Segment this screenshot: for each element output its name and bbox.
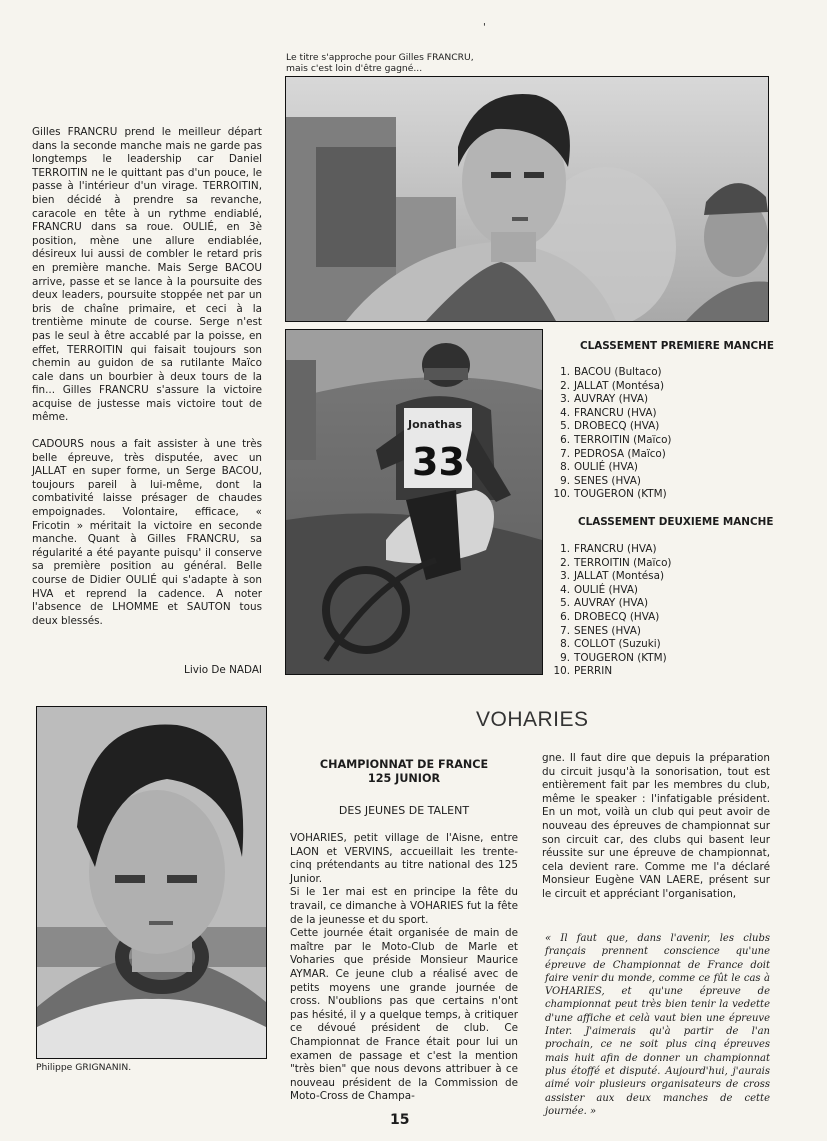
article-voharies-para-2: Si le 1er mai est en principe la fête du travail, ce dimanche à VOHARIES fut la fête de la jeunesse et du sport. [290,886,518,926]
bib-number-text: 33 [412,440,465,484]
ranking-row: 9. SENES (HVA) [560,474,641,487]
ranking-row: 8. COLLOT (Suzuki) [560,638,661,651]
article-cadours [32,126,262,628]
ranking-row: 3. AUVRAY (HVA) [560,393,649,406]
photo-francru [285,76,769,322]
ranking-row: 9. TOUGERON (KTM) [560,651,667,664]
ranking-row: 5. DROBECQ (HVA) [560,420,660,433]
ranking-row: 7. PEDROSA (Maïco) [560,447,666,460]
photo-grignanin-image [37,707,266,1058]
ranking-row: 1. BACOU (Bultaco) [560,366,662,378]
article-voharies-para-3: Cette journée était organisée de main de maître par le Moto-Club de Marle et Voharies que préside Monsieur Maurice AYMAR. Ce jeune club a réalisé avec de petits moyens une grande journée de cross. N'oublions pas que certains n'ont pas hésité, il y a quelque temps, à critiquer ce dévoué président de club. Ce Championnat de France était pour lui un examen de passage et c'est la mention "très bien" que nous devons attribuer à ce nouveau président de la Commission de Moto-Cross de Champa- [290,927,518,1103]
ranking-first-round-list [548,366,671,502]
ranking-second-round-list [548,543,671,679]
ranking-row: 8. OULIÉ (HVA) [560,461,638,474]
ranking-row: 5. AUVRAY (HVA) [560,597,649,610]
article-voharies-quote: « Il faut que, dans l'avenir, les clubs français prennent conscience qu'une épreuve de Championnat de France doit faire venir du monde, comme ce fût le cas à VOHARIES, et qu'une épreuve de championnat peut très bien tenir la vedette d'une affiche et celà vaut bien une épreuve Inter. J'aimerais qu'à partir de l'an prochain, ce ne soit plus cinq épreuves mais huit afin de donner un championnat plus étoffé et disputé. Aujourd'hui, j'aurais aimé voir plusieurs organisateurs de cross assister aux deux manches de cette journée. » [545,933,770,1117]
ranking-row: 7. SENES (HVA) [560,624,641,637]
ranking-row: 2. TERROITIN (Maïco) [560,556,672,569]
article-voharies-heading: VOHARIES [476,708,589,731]
ranking-row: 10. TOUGERON (KTM) [553,488,667,501]
ranking-row: 4. OULIÉ (HVA) [560,583,638,596]
article-cadours-author: Livio De NADAI [184,664,262,676]
ranking-row: 10. PERRIN [553,665,613,678]
photo-caption-francru: Le titre s'approche pour Gilles FRANCRU, mais c'est loin d'être gagné... [286,52,474,74]
article-voharies-title: CHAMPIONNAT DE FRANCE 125 JUNIOR [319,758,489,785]
article-voharies-col2 [542,752,770,902]
ranking-second-round-title: CLASSEMENT DEUXIEME MANCHE [578,516,774,528]
ranking-row: 4. FRANCRU (HVA) [560,406,657,419]
photo-rider-33-image [286,330,542,674]
photo-rider-33 [285,329,543,675]
article-voharies-subtitle: DES JEUNES DE TALENT [338,804,470,817]
article-voharies-col1 [290,832,518,1104]
photo-caption-grignanin: Philippe GRIGNANIN. [36,1062,132,1073]
photo-grignanin [36,706,267,1059]
ranking-row: 3. JALLAT (Montésa) [560,570,665,583]
ranking-row: 6. DROBECQ (HVA) [560,610,660,623]
photo-francru-image [286,77,768,321]
top-mark: ' [483,22,486,33]
article-voharies-para-4: gne. Il faut dire que depuis la préparation du circuit jusqu'à la sonorisation, tout est entièrement fait par les membres du club, même le speaker : l'infatigable président. En un mot, voilà un club qui peut avoir de nouveau des épreuves de championnat sur son circuit car, des clubs qui basent leur réussite sur une épreuve de championnat, cela devient rare. Comme me l'a déclaré Monsieur Eugène VAN LAERE, présent sur le circuit et appréciant l'organisation, [542,752,770,900]
article-voharies-para-1: VOHARIES, petit village de l'Aisne, entre LAON et VERVINS, accueillait les trente-cinq prétendants au titre national des 125 Junior. [290,832,518,885]
bib-sponsor-text: Jonathas [408,418,462,431]
article-cadours-para-1: Gilles FRANCRU prend le meilleur départ dans la seconde manche mais ne garde pas longtemps le leadership car Daniel TERROITIN ne le quittant pas d'un pouce, le passe à l'intérieur d'un virage. TERROITIN, bien décidé à prendre sa revanche, caracole en tête à un rythme endiablé, FRANCRU dans sa roue. OULIÉ, en 3è position, mène une allure endiablée, désireux lui aussi de combler le retard pris en première manche. Mais Serge BACOU arrive, passe et se lance à la poursuite des deux leaders, poursuite stoppée net par un bris de chaîne primaire, et ceci à la trentième minute de course. Serge n'est pas le seul à être accablé par la poisse, en effet, TERROITIN qui faisait toujours son chemin au guidon de sa rutilante Maïco cale dans un bourbier à deux tours de la fin... Gilles FRANCRU s'assure la victoire acquise de justesse mais victoire tout de même. [32,126,262,424]
ranking-row: 2. JALLAT (Montésa) [560,379,665,392]
ranking-row: 1. FRANCRU (HVA) [560,543,657,555]
ranking-first-round-title: CLASSEMENT PREMIERE MANCHE [580,340,774,352]
page-number: 15 [390,1112,410,1128]
ranking-row: 6. TERROITIN (Maïco) [560,433,672,446]
article-cadours-para-2: CADOURS nous a fait assister à une très belle épreuve, très disputée, avec un JALLAT en super forme, un Serge BACOU, toujours pareil à lui-même, dont la combativité laisse présager de chaudes empoignades. Volontaire, efficace, « Fricotin » méritait la victoire en seconde manche. Quant à Gilles FRANCRU, sa régularité a été payante puisqu' il conserve sa première position au général. Belle course de Didier OULIÉ qui s'adapte à son HVA et reprend la cadence. A noter l'absence de LHOMME et SAUTON tous deux blessés. [32,438,262,627]
